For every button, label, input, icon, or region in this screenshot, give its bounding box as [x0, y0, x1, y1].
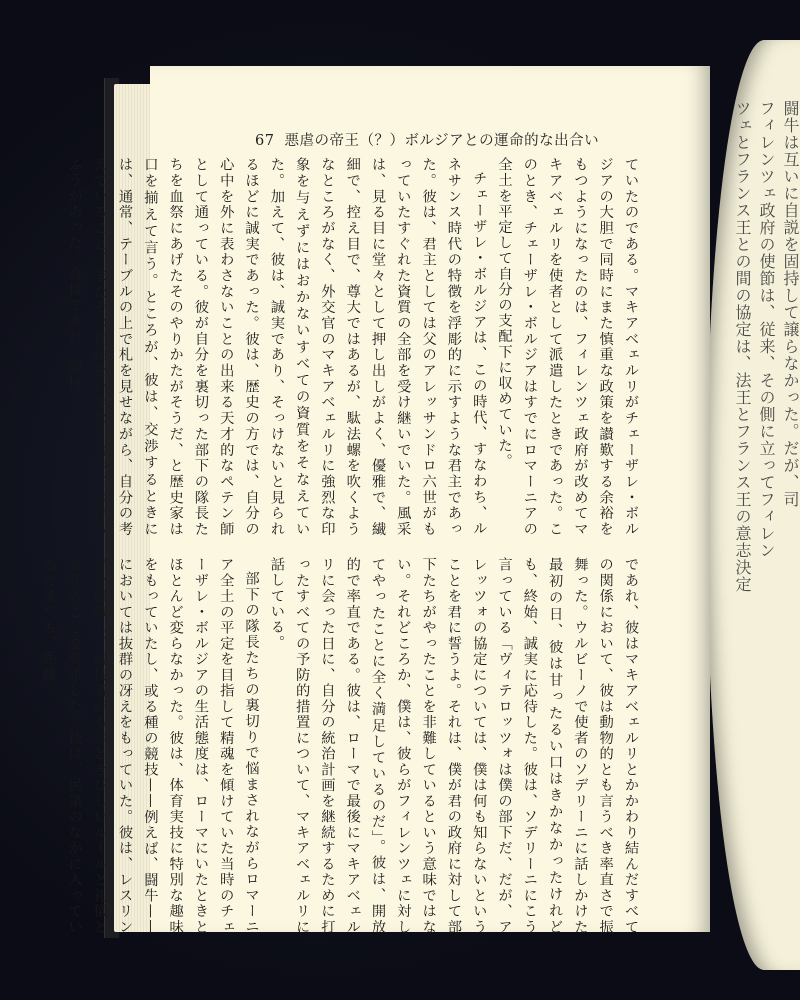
paragraph: ていたのである。マキアベェルリがチェーザレ・ボルジアの大胆で同時にまた慎重な政策を讃歎する余裕をもつようになったのは、フィレンツェ政府が改めてマキアベェルリを使者として派遣したときであった。このとき、チェーザレ・ボルジアはすでにロマーニアの全土を平定して自分の支配下に収めていた。 — [496, 157, 639, 537]
chapter-title: 悪虐の帝王（？）ボルジアとの運命的な出合い — [284, 133, 600, 149]
text-block-lower — [41, 557, 643, 935]
running-head — [255, 129, 599, 150]
facing-line: ツェとフランス王との間の協定は、法王とフランス王の意志決定 — [733, 100, 752, 593]
facing-line: 闘牛は互いに自説を固持して譲らなかった。だが、司 — [781, 100, 800, 508]
page-number: 67 — [255, 133, 275, 149]
paragraph: であれ、彼はマキアベェルリとかかわり結んだすべての関係において、彼は動物的とも言うべき率直さで振舞った。ウルビーノで使者のソデリーニに話しかけた最初の日、彼は甘ったるい口はきかなかったけれども、終始、誠実に応待した。彼は、ソデリーニにこう言っている「ヴィテロッツォは僕の部下だ、だが、アレッツォの協定については、僕は何も知らないということを君に誓うよ。それは、僕が君の政府に対して部下たちがやったことを非難しているという意味ではない。それどころか、僕は、彼らがフィレンツェに対してやったことに全く満足しているのだ」。彼は、開放的で率直である。彼は、ローマで最後にマキアベェルリに会った日に、自分の統治計画を継続するために打ったすべての予防的措置について、マキアベェルリに話している。 — [268, 557, 639, 935]
text-block-upper — [66, 157, 643, 537]
book-page — [41, 66, 710, 935]
paragraph: 部下の隊長たちの裏切りで悩まされながらロマーニア全土の平定を目指して精魂を傾けていた当時のチェーザレ・ボルジアの生活態度は、ローマにいたときとほとんど変らなかった。彼は、体育実技に特別な趣味をもっていたし、或る種の競技——例えば、闘牛——においては抜群の冴えをもっていた。彼は、レスリングを組織し、競技者がもっときびしいルールと礼儀とを守ることを要求した。彼は、民衆のなかに入っているときでも、距離 — [41, 557, 260, 935]
facing-page-text — [730, 100, 800, 960]
facing-line: フィレンツェ政府の使節は、従来、その側に立ってフィレン — [757, 100, 776, 559]
paragraph: チェーザレ・ボルジアは、この時代、すなわち、ルネサンス時代の特徴を浮彫的に示すような君主であった。彼は、君主としては父のアレッサンドロ六世がもっていたすぐれた資質の全部を受け継いでいた。風采は、見る目に堂々として押し出しがよく、優雅で、繊細で、控え目で、尊大ではあるが、駄法螺を吹くようなところがなく、外交官のマキアベェルリに強烈な印象を与えずにはおかないすべての資質をそなえていた。加えて、彼は、誠実であり、そっけないと見られるほどに誠実であった。彼は、歴史の方では、自分の心中を外に表わさないことの出来る天才的なペテン師として通っている。彼が自分を裏切った部下の隊長たちを血祭にあげたそのやりかたがそうだ、と歴史家は口を揃えて言う。ところが、彼は、交渉するときには、通常、テーブルの上で札を見せながら、自分の考えていること、またその理由をいきなり言ってのけるふうがあった。直接であれ、間接 — [66, 157, 488, 537]
